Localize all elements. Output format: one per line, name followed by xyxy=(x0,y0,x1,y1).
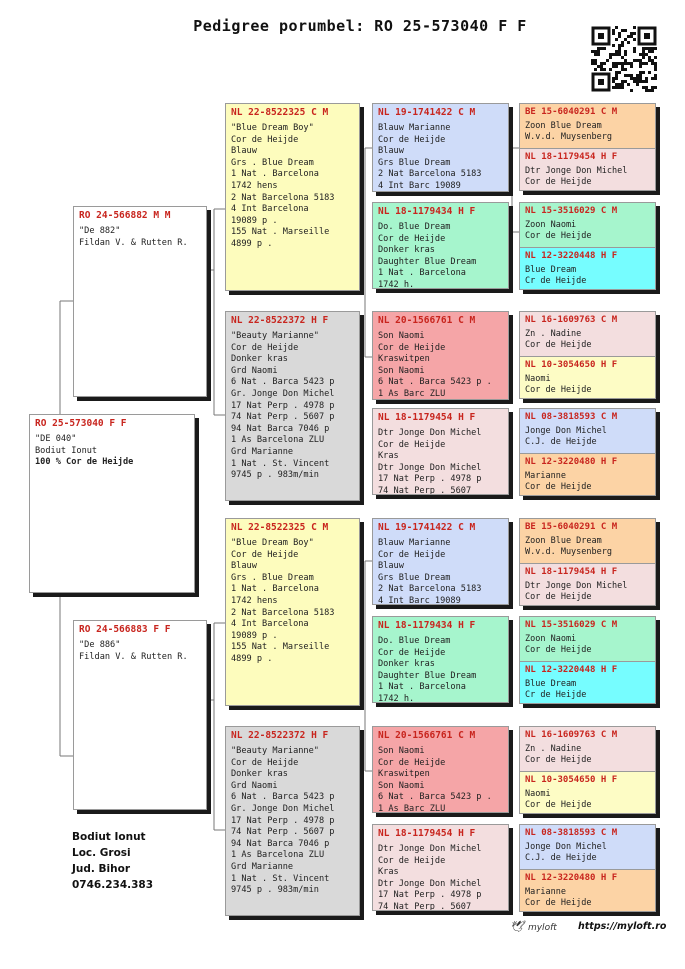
ancestor-line: Naomi xyxy=(525,789,551,799)
grandparent-line: 155 Nat . Marseille xyxy=(231,642,330,653)
great-grandparent-line: 1 As Barc ZLU xyxy=(378,803,446,813)
owner-name: Bodiut Ionut xyxy=(72,831,146,843)
ancestor-pair-box xyxy=(519,408,656,496)
sire-line: "De 882" xyxy=(79,226,121,236)
great-grandparent-ring-number: NL 18-1179454 H F xyxy=(378,828,476,839)
grandparent-line: 1 As Barcelona ZLU xyxy=(231,850,325,861)
great-grandparent-line: Do. Blue Dream xyxy=(378,222,451,232)
great-grandparent-line: Cor de Heijde xyxy=(378,439,446,450)
great-grandparent-card[interactable] xyxy=(372,726,509,813)
grandparent-line: Grs . Blue Dream xyxy=(231,572,314,583)
ancestor-ring-number: NL 18-1179454 H F xyxy=(525,152,618,162)
grandparent-line: Grd Marianne xyxy=(231,446,294,457)
great-grandparent-ring-number: NL 18-1179454 H F xyxy=(378,412,476,423)
ancestor-line: Zn . Nadine xyxy=(525,744,582,754)
ancestor-line: Cor de Heijde xyxy=(525,177,592,188)
grandparent-line: Gr. Jonge Don Michel xyxy=(231,388,335,399)
great-grandparent-ring-number: NL 18-1179434 H F xyxy=(378,206,476,217)
great-grandparent-line: Cor de Heijde xyxy=(378,342,446,353)
ancestor-card[interactable] xyxy=(520,312,655,356)
grandparent-line: 1742 hens xyxy=(231,595,278,606)
grandparent-line: 1 Nat . Barcelona xyxy=(231,169,319,180)
great-grandparent-line: Kras xyxy=(378,867,399,878)
ancestor-info xyxy=(525,842,650,865)
ancestor-line: Cor de Heijde xyxy=(525,800,592,811)
grandparent-line: Cor de Heijde xyxy=(231,757,299,768)
grandparent-line: 1 Nat . Barcelona xyxy=(231,584,319,595)
ancestor-info xyxy=(525,536,650,559)
ancestor-line: Cor de Heijde xyxy=(525,340,592,351)
ancestor-info xyxy=(525,166,650,189)
dam-line: "De 886" xyxy=(79,640,121,650)
ancestor-line: Marianne xyxy=(525,471,566,481)
grandparent-line: Blauw xyxy=(231,561,257,572)
grandparent-line: 1 Nat . St. Vincent xyxy=(231,458,330,469)
dam-info xyxy=(79,640,201,663)
ancestor-info xyxy=(525,121,650,144)
grandparent-card[interactable] xyxy=(225,518,360,706)
ancestor-pair-box xyxy=(519,202,656,290)
ancestor-card[interactable] xyxy=(520,148,655,191)
grandparent-line: "Blue Dream Boy" xyxy=(231,538,314,548)
ancestor-line: Dtr Jonge Don Michel xyxy=(525,581,628,591)
grandparent-line: Donker kras xyxy=(231,354,288,365)
ancestor-pair-box xyxy=(519,616,656,704)
great-grandparent-line: 2 Nat Barcelona 5183 xyxy=(378,584,482,595)
great-grandparent-line: 17 Nat Perp . 4978 p xyxy=(378,890,482,901)
grandparent-line: 4 Int Barcelona xyxy=(231,204,309,215)
grandparent-line: "Blue Dream Boy" xyxy=(231,123,314,133)
ancestor-info xyxy=(525,887,650,910)
ancestor-ring-number: NL 10-3054650 H F xyxy=(525,360,618,370)
grandparent-line: Grd Marianne xyxy=(231,861,294,872)
ancestor-line: C.J. de Heijde xyxy=(525,437,597,448)
ancestor-info xyxy=(525,329,650,352)
sire-card[interactable] xyxy=(73,206,207,397)
ancestor-line: Cor de Heijde xyxy=(525,385,592,396)
ancestor-info xyxy=(525,744,650,767)
ancestor-pair-box xyxy=(519,726,656,814)
grandparent-line: Blauw xyxy=(231,146,257,157)
pigeon-logo-icon: 🕊 xyxy=(510,920,524,933)
grandparent-line: 74 Nat Perp . 5607 p xyxy=(231,827,335,838)
great-grandparent-line: 1 As Barc ZLU xyxy=(378,388,446,399)
great-grandparent-card[interactable] xyxy=(372,616,509,703)
great-grandparent-line: Cor de Heijde xyxy=(378,549,446,560)
great-grandparent-line: Daughter Blue Dream xyxy=(378,670,477,681)
ancestor-line: Jonge Don Michel xyxy=(525,842,607,852)
great-grandparent-line: Blauw Marianne xyxy=(378,538,451,548)
subject-line: "DE 040" xyxy=(35,434,77,444)
grandparent-ring-number: NL 22-8522325 C M xyxy=(231,522,329,533)
great-grandparent-line: 6 Nat . Barca 5423 p . xyxy=(378,792,492,803)
ancestor-ring-number: NL 16-1609763 C M xyxy=(525,315,618,325)
ancestor-card[interactable] xyxy=(520,519,655,563)
ancestor-card[interactable] xyxy=(520,356,655,399)
grandparent-line: 4899 p . xyxy=(231,238,273,249)
grandparent-line: "Beauty Marianne" xyxy=(231,331,319,341)
ancestor-pair-box xyxy=(519,824,656,912)
great-grandparent-line: Daughter Blue Dream xyxy=(378,256,477,267)
great-grandparent-line: Donker kras xyxy=(378,659,435,670)
grandparent-line: "Beauty Marianne" xyxy=(231,746,319,756)
ancestor-ring-number: NL 12-3220448 H F xyxy=(525,251,618,261)
great-grandparent-line: Donker kras xyxy=(378,245,435,256)
grandparent-ring-number: NL 22-8522325 C M xyxy=(231,107,329,118)
great-grandparent-line: Son Naomi xyxy=(378,780,425,791)
great-grandparent-info xyxy=(378,331,503,400)
ancestor-line: Zn . Nadine xyxy=(525,329,582,339)
sire-ring-number: RO 24-566882 M M xyxy=(79,210,171,221)
great-grandparent-line: 4 Int Barc 19089 xyxy=(378,180,461,191)
subject-line: Bodiut Ionut xyxy=(35,445,98,456)
grandparent-info xyxy=(231,538,354,666)
grandparent-line: 1742 hens xyxy=(231,180,278,191)
grandparent-line: 4 Int Barcelona xyxy=(231,619,309,630)
grandparent-ring-number: NL 22-8522372 H F xyxy=(231,730,329,741)
subject-ring-number: RO 25-573040 F F xyxy=(35,418,127,429)
ancestor-line: Zoon Naomi xyxy=(525,220,577,230)
ancestor-ring-number: NL 12-3220480 H F xyxy=(525,457,618,467)
owner-county: Jud. Bihor xyxy=(72,863,131,875)
ancestor-line: Cr de Heijde xyxy=(525,276,587,287)
grandparent-line: 19089 p . xyxy=(231,630,278,641)
great-grandparent-line: Kras xyxy=(378,451,399,462)
grandparent-line: Cor de Heijde xyxy=(231,342,299,353)
ancestor-line: Naomi xyxy=(525,374,551,384)
ancestor-info xyxy=(525,471,650,494)
grandparent-line: 155 Nat . Marseille xyxy=(231,227,330,238)
great-grandparent-line: 1742 h. xyxy=(378,693,415,703)
ancestor-card[interactable] xyxy=(520,771,655,814)
great-grandparent-ring-number: NL 20-1566761 C M xyxy=(378,730,476,741)
grandparent-line: 6 Nat . Barca 5423 p xyxy=(231,377,335,388)
great-grandparent-line: 1 Nat . Barcelona xyxy=(378,268,466,279)
great-grandparent-line: Cor de Heijde xyxy=(378,855,446,866)
ancestor-ring-number: NL 10-3054650 H F xyxy=(525,775,618,785)
ancestor-line: Blue Dream xyxy=(525,679,577,689)
great-grandparent-info xyxy=(378,222,503,289)
sire-line: Fildan V. & Rutten R. xyxy=(79,237,188,248)
ancestor-pair-box xyxy=(519,103,656,191)
great-grandparent-line: 4 Int Barc 19089 xyxy=(378,595,461,605)
ancestor-ring-number: NL 15-3516029 C M xyxy=(525,620,618,630)
great-grandparent-line: Son Naomi xyxy=(378,331,425,341)
ancestor-line: Cor de Heijde xyxy=(525,645,592,656)
grandparent-card[interactable] xyxy=(225,103,360,291)
ancestor-line: Zoon Naomi xyxy=(525,634,577,644)
great-grandparent-info xyxy=(378,538,503,605)
grandparent-line: 94 Nat Barca 7046 p xyxy=(231,423,330,434)
great-grandparent-line: Dtr Jonge Don Michel xyxy=(378,844,482,854)
ancestor-card[interactable] xyxy=(520,104,655,148)
ancestor-ring-number: NL 12-3220448 H F xyxy=(525,665,618,675)
grandparent-line: Grs . Blue Dream xyxy=(231,157,314,168)
ancestor-line: Cor de Heijde xyxy=(525,755,592,766)
ancestor-line: Cor de Heijde xyxy=(525,482,592,493)
great-grandparent-info xyxy=(378,428,503,495)
ancestor-line: Dtr Jonge Don Michel xyxy=(525,166,628,176)
great-grandparent-info xyxy=(378,636,503,703)
grandparent-line: Cor de Heijde xyxy=(231,134,299,145)
ancestor-info xyxy=(525,634,650,657)
ancestor-card[interactable] xyxy=(520,203,655,247)
grandparent-card[interactable] xyxy=(225,311,360,501)
ancestor-card[interactable] xyxy=(520,563,655,606)
grandparent-line: 19089 p . xyxy=(231,215,278,226)
great-grandparent-info xyxy=(378,844,503,911)
great-grandparent-ring-number: NL 19-1741422 C M xyxy=(378,107,476,118)
ancestor-card[interactable] xyxy=(520,869,655,912)
ancestor-pair-box xyxy=(519,311,656,399)
great-grandparent-line: Do. Blue Dream xyxy=(378,636,451,646)
qr-code xyxy=(591,26,657,92)
ancestor-card[interactable] xyxy=(520,247,655,290)
grandparent-card[interactable] xyxy=(225,726,360,916)
ancestor-card[interactable] xyxy=(520,617,655,661)
ancestor-line: Cor de Heijde xyxy=(525,592,592,603)
dam-ring-number: RO 24-566883 F F xyxy=(79,624,171,635)
owner-locality: Loc. Grosi xyxy=(72,847,131,859)
ancestor-pair-box xyxy=(519,518,656,606)
grandparent-line: 2 Nat Barcelona 5183 xyxy=(231,607,335,618)
ancestor-line: Cr de Heijde xyxy=(525,690,587,701)
subject-info xyxy=(35,434,189,469)
great-grandparent-ring-number: NL 19-1741422 C M xyxy=(378,522,476,533)
great-grandparent-line: 74 Nat Perp . 5607 xyxy=(378,485,472,495)
great-grandparent-card[interactable] xyxy=(372,311,509,400)
great-grandparent-line: Kraswitpen xyxy=(378,354,430,365)
great-grandparent-line: Son Naomi xyxy=(378,365,425,376)
great-grandparent-ring-number: NL 20-1566761 C M xyxy=(378,315,476,326)
grandparent-info xyxy=(231,746,354,897)
ancestor-ring-number: BE 15-6040291 C M xyxy=(525,522,618,532)
brand-name: myloft xyxy=(527,923,557,933)
grandparent-line: 9745 p . 983m/min xyxy=(231,470,319,481)
great-grandparent-line: Dtr Jonge Don Michel xyxy=(378,428,482,438)
great-grandparent-line: Grs Blue Dream xyxy=(378,157,451,168)
ancestor-card[interactable] xyxy=(520,409,655,453)
ancestor-info xyxy=(525,265,650,288)
great-grandparent-line: Cor de Heijde xyxy=(378,757,446,768)
great-grandparent-line: Blauw Marianne xyxy=(378,123,451,133)
dam-card[interactable] xyxy=(73,620,207,810)
dam-line: Fildan V. & Rutten R. xyxy=(79,651,188,662)
grandparent-line: 9745 p . 983m/min xyxy=(231,885,319,896)
grandparent-line: Cor de Heijde xyxy=(231,549,299,560)
sire-info xyxy=(79,226,201,249)
ancestor-ring-number: NL 16-1609763 C M xyxy=(525,730,618,740)
ancestor-ring-number: NL 08-3818593 C M xyxy=(525,412,618,422)
great-grandparent-line: Dtr Jonge Don Michel xyxy=(378,462,482,473)
grandparent-line: 1 As Barcelona ZLU xyxy=(231,435,325,446)
great-grandparent-ring-number: NL 18-1179434 H F xyxy=(378,620,476,631)
great-grandparent-card[interactable] xyxy=(372,408,509,495)
ancestor-ring-number: NL 12-3220480 H F xyxy=(525,873,618,883)
great-grandparent-info xyxy=(378,746,503,813)
grandparent-line: Gr. Jonge Don Michel xyxy=(231,803,335,814)
ancestor-line: C.J. de Heijde xyxy=(525,853,597,864)
grandparent-line: 1 Nat . St. Vincent xyxy=(231,873,330,884)
page-title: Pedigree porumbel: RO 25-573040 F F xyxy=(193,17,527,35)
grandparent-line: Grd Naomi xyxy=(231,780,278,791)
subject-pigeon-card[interactable] xyxy=(29,414,195,593)
ancestor-info xyxy=(525,789,650,812)
grandparent-info xyxy=(231,331,354,482)
great-grandparent-line: 2 Nat Barcelona 5183 xyxy=(378,169,482,180)
ancestor-info xyxy=(525,426,650,449)
grandparent-line: 94 Nat Barca 7046 p xyxy=(231,838,330,849)
owner-phone: 0746.234.383 xyxy=(72,879,154,891)
great-grandparent-line: 6 Nat . Barca 5423 p . xyxy=(378,377,492,388)
owner-block xyxy=(72,829,153,893)
great-grandparent-line: Dtr Jonge Don Michel xyxy=(378,878,482,889)
ancestor-ring-number: BE 15-6040291 C M xyxy=(525,107,618,117)
ancestor-ring-number: NL 08-3818593 C M xyxy=(525,828,618,838)
grandparent-line: Grd Naomi xyxy=(231,365,278,376)
grandparent-line: Donker kras xyxy=(231,769,288,780)
great-grandparent-card[interactable] xyxy=(372,202,509,289)
great-grandparent-card[interactable] xyxy=(372,518,509,605)
website-link[interactable]: https://myloft.ro xyxy=(578,921,667,932)
ancestor-line: Jonge Don Michel xyxy=(525,426,607,436)
grandparent-line: 4899 p . xyxy=(231,653,273,664)
ancestor-ring-number: NL 18-1179454 H F xyxy=(525,567,618,577)
ancestor-card[interactable] xyxy=(520,825,655,869)
great-grandparent-line: Son Naomi xyxy=(378,746,425,756)
ancestor-info xyxy=(525,581,650,604)
ancestor-info xyxy=(525,220,650,243)
grandparent-line: 17 Nat Perp . 4978 p xyxy=(231,815,335,826)
great-grandparent-line: 1742 h. xyxy=(378,279,415,289)
great-grandparent-line: Cor de Heijde xyxy=(378,647,446,658)
ancestor-line: Zoon Blue Dream xyxy=(525,121,602,131)
ancestor-card[interactable] xyxy=(520,727,655,771)
subject-highlight: 100 % Cor de Heijde xyxy=(35,457,134,468)
ancestor-line: W.v.d. Muysenberg xyxy=(525,132,612,143)
brand-logo xyxy=(510,920,557,933)
great-grandparent-card[interactable] xyxy=(372,824,509,911)
great-grandparent-line: 1 Nat . Barcelona xyxy=(378,682,466,693)
ancestor-line: Cor de Heijde xyxy=(525,898,592,909)
ancestor-card[interactable] xyxy=(520,453,655,496)
grandparent-line: 74 Nat Perp . 5607 p xyxy=(231,412,335,423)
grandparent-line: 6 Nat . Barca 5423 p xyxy=(231,792,335,803)
great-grandparent-line: Blauw xyxy=(378,561,404,572)
ancestor-line: Cor de Heijde xyxy=(525,231,592,242)
grandparent-info xyxy=(231,123,354,251)
grandparent-line: 2 Nat Barcelona 5183 xyxy=(231,192,335,203)
great-grandparent-line: Grs Blue Dream xyxy=(378,572,451,583)
great-grandparent-line: 17 Nat Perp . 4978 p xyxy=(378,474,482,485)
ancestor-line: W.v.d. Muysenberg xyxy=(525,547,612,558)
great-grandparent-line: 74 Nat Perp . 5607 xyxy=(378,901,472,911)
ancestor-line: Blue Dream xyxy=(525,265,577,275)
great-grandparent-line: Blauw xyxy=(378,146,404,157)
ancestor-ring-number: NL 15-3516029 C M xyxy=(525,206,618,216)
grandparent-ring-number: NL 22-8522372 H F xyxy=(231,315,329,326)
great-grandparent-card[interactable] xyxy=(372,103,509,192)
ancestor-line: Marianne xyxy=(525,887,566,897)
grandparent-line: 17 Nat Perp . 4978 p xyxy=(231,400,335,411)
ancestor-card[interactable] xyxy=(520,661,655,704)
ancestor-info xyxy=(525,679,650,702)
great-grandparent-line: Cor de Heijde xyxy=(378,233,446,244)
great-grandparent-line: Cor de Heijde xyxy=(378,134,446,145)
great-grandparent-info xyxy=(378,123,503,192)
great-grandparent-line: Kraswitpen xyxy=(378,769,430,780)
ancestor-line: Zoon Blue Dream xyxy=(525,536,602,546)
ancestor-info xyxy=(525,374,650,397)
